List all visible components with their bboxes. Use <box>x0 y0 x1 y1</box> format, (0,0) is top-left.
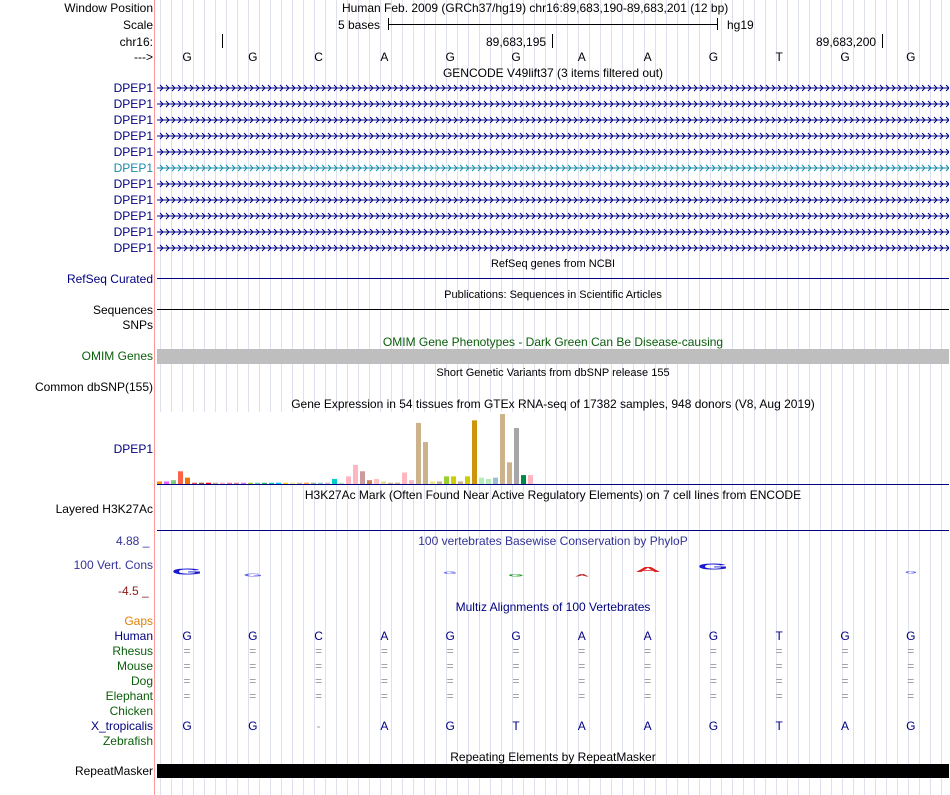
multiz-species-label[interactable]: Zebrafish <box>102 734 153 748</box>
multiz-aligned-base: = <box>380 689 388 703</box>
multiz-species-label[interactable]: Rhesus <box>112 644 153 658</box>
omim-track-label[interactable]: OMIM Genes <box>81 349 153 363</box>
multiz-aligned-base: G <box>182 719 192 733</box>
gtex-tissue-bar[interactable] <box>465 476 470 484</box>
position-tick <box>552 34 553 48</box>
gencode-transcript-label[interactable]: DPEP1 <box>113 113 153 127</box>
phylop-base-glyph: G <box>171 567 203 577</box>
gencode-track-title[interactable]: GENCODE V49lift37 (3 items filtered out) <box>442 66 664 80</box>
gtex-baseline <box>157 484 949 485</box>
gencode-transcript-feature[interactable] <box>157 211 949 221</box>
multiz-aligned-base: = <box>249 644 257 658</box>
multiz-aligned-base: = <box>446 689 454 703</box>
chrom-label: chr16: <box>119 35 153 49</box>
phylop-base-glyph: G <box>443 570 458 575</box>
base-letter: G <box>906 50 916 64</box>
multiz-aligned-base: = <box>775 644 783 658</box>
multiz-aligned-base: = <box>841 659 849 673</box>
gtex-tissue-bar[interactable] <box>423 442 428 484</box>
multiz-aligned-base: = <box>512 674 520 688</box>
gencode-transcript-feature[interactable] <box>157 99 949 109</box>
gtex-tissue-bar[interactable] <box>472 420 477 484</box>
gencode-transcript-feature[interactable] <box>157 131 949 141</box>
gtex-tissue-bar[interactable] <box>507 462 512 484</box>
multiz-aligned-base: = <box>907 644 915 658</box>
gtex-track-label[interactable]: DPEP1 <box>113 442 153 456</box>
assembly-position-text[interactable]: Human Feb. 2009 (GRCh37/hg19) chr16:89,683,190-89,683,201 (12 bp) <box>342 1 729 15</box>
dbsnp-track-title[interactable]: Short Genetic Variants from dbSNP release 155 <box>436 367 670 379</box>
phylop-base-glyph: G <box>904 571 917 575</box>
base-letter: G <box>708 50 719 64</box>
multiz-aligned-base: = <box>512 644 520 658</box>
gtex-expression-chart[interactable] <box>157 412 535 484</box>
multiz-aligned-base: G <box>248 629 258 643</box>
base-letter: G <box>840 50 850 64</box>
gtex-tissue-bar[interactable] <box>360 471 365 484</box>
multiz-species-label[interactable]: Dog <box>130 674 153 688</box>
multiz-aligned-base: = <box>841 674 849 688</box>
multiz-aligned-base: = <box>446 659 454 673</box>
multiz-aligned-base: = <box>775 674 783 688</box>
multiz-aligned-base: = <box>775 659 783 673</box>
multiz-aligned-base: = <box>709 659 717 673</box>
multiz-aligned-base: A <box>577 719 586 733</box>
multiz-aligned-base: = <box>315 659 323 673</box>
h3k27ac-baseline <box>157 530 949 531</box>
dbsnp-track-label[interactable]: Common dbSNP(155) <box>34 380 153 394</box>
gencode-transcript-feature[interactable] <box>157 243 949 253</box>
multiz-aligned-base: = <box>709 674 717 688</box>
multiz-aligned-base: = <box>907 659 915 673</box>
multiz-aligned-base: A <box>380 629 389 643</box>
multiz-aligned-base: G <box>445 629 455 643</box>
position-tick <box>222 34 223 48</box>
base-letter: G <box>248 50 258 64</box>
phylop-track-title[interactable]: 100 vertebrates Basewise Conservation by PhyloP <box>418 534 688 548</box>
gencode-transcript-label[interactable]: DPEP1 <box>113 177 153 191</box>
repeatmasker-bar[interactable] <box>157 764 949 778</box>
gencode-transcript-label[interactable]: DPEP1 <box>113 241 153 255</box>
base-letter: G <box>182 50 192 64</box>
base-letter: G <box>445 50 455 64</box>
multiz-aligned-base: = <box>578 659 586 673</box>
gtex-tissue-bar[interactable] <box>514 428 519 484</box>
multiz-aligned-base: = <box>907 674 915 688</box>
omim-gene-bar[interactable] <box>157 349 949 364</box>
phylop-base-glyph: G <box>243 572 263 578</box>
multiz-aligned-base: = <box>907 689 915 703</box>
pubs-snps-label[interactable]: SNPs <box>122 318 153 332</box>
multiz-aligned-base: A <box>643 629 652 643</box>
gencode-transcript-label[interactable]: DPEP1 <box>113 81 153 95</box>
multiz-aligned-base: A <box>840 719 849 733</box>
multiz-aligned-base: T <box>775 719 783 733</box>
multiz-aligned-base: G <box>708 629 719 643</box>
multiz-aligned-base: = <box>446 644 454 658</box>
gtex-track-title[interactable]: Gene Expression in 54 tissues from GTEx RNA-seq of 17382 samples, 948 donors (V8, Aug 2019) <box>291 397 815 411</box>
scale-bar-label: 5 bases <box>338 18 381 32</box>
scale-bar-right-cap <box>717 18 718 30</box>
h3k27ac-track-label[interactable]: Layered H3K27Ac <box>55 502 153 516</box>
scale-bar <box>388 24 718 25</box>
gencode-transcript-label[interactable]: DPEP1 <box>113 225 153 239</box>
repeatmasker-track-title[interactable]: Repeating Elements by RepeatMasker <box>450 750 656 764</box>
repeatmasker-track-label[interactable]: RepeatMasker <box>74 764 153 778</box>
base-letter: A <box>643 50 652 64</box>
multiz-aligned-base: = <box>183 644 191 658</box>
multiz-aligned-base: G <box>511 629 521 643</box>
multiz-aligned-base: = <box>644 674 652 688</box>
multiz-aligned-base: T <box>512 719 520 733</box>
multiz-aligned-base: = <box>446 674 454 688</box>
multiz-aligned-base: A <box>577 629 586 643</box>
gencode-transcript-label[interactable]: DPEP1 <box>113 209 153 223</box>
multiz-aligned-base: = <box>315 644 323 658</box>
multiz-aligned-base: = <box>775 689 783 703</box>
multiz-aligned-base: G <box>248 719 258 733</box>
multiz-aligned-base: G <box>906 719 916 733</box>
gencode-transcript-feature[interactable] <box>157 115 949 125</box>
multiz-aligned-base: = <box>578 689 586 703</box>
gtex-tissue-bar[interactable] <box>528 475 533 484</box>
gencode-transcript-label[interactable]: DPEP1 <box>113 97 153 111</box>
multiz-aligned-base: = <box>183 659 191 673</box>
gtex-tissue-bar[interactable] <box>521 475 526 484</box>
window-position-label: Window Position <box>64 1 153 15</box>
gencode-transcript-feature[interactable] <box>157 195 949 205</box>
multiz-aligned-base: = <box>841 644 849 658</box>
pubs-track-label[interactable]: Sequences <box>92 303 153 317</box>
multiz-track-title[interactable]: Multiz Alignments of 100 Vertebrates <box>455 600 651 614</box>
multiz-aligned-base: = <box>512 689 520 703</box>
multiz-gaps-label[interactable]: Gaps <box>124 614 153 628</box>
gtex-tissue-bar[interactable] <box>346 476 351 484</box>
scale-db-label: hg19 <box>727 18 754 32</box>
multiz-aligned-base: = <box>644 659 652 673</box>
base-letter: A <box>577 50 586 64</box>
multiz-aligned-base: = <box>380 659 388 673</box>
gencode-transcript-feature[interactable] <box>157 179 949 189</box>
multiz-aligned-base: = <box>380 644 388 658</box>
base-letter: G <box>511 50 521 64</box>
multiz-aligned-base: = <box>841 689 849 703</box>
phylop-min-value: -4.5 _ <box>118 584 149 598</box>
gencode-transcript-feature[interactable] <box>157 227 949 237</box>
multiz-aligned-base: G <box>906 629 916 643</box>
pubs-track-title[interactable]: Publications: Sequences in Scientific Articles <box>444 289 662 301</box>
gtex-tissue-bar[interactable] <box>178 471 183 484</box>
base-letter: A <box>380 50 389 64</box>
position-tick-label-1: 89,683,195 <box>486 35 547 49</box>
multiz-aligned-base: A <box>643 719 652 733</box>
gencode-transcript-label[interactable]: DPEP1 <box>113 145 153 159</box>
multiz-aligned-base: = <box>709 689 717 703</box>
multiz-aligned-base: T <box>775 629 783 643</box>
strand-label: ---> <box>134 50 153 64</box>
gencode-transcript-label[interactable]: DPEP1 <box>113 193 153 207</box>
multiz-aligned-base: = <box>249 674 257 688</box>
multiz-aligned-base: = <box>512 659 520 673</box>
phylop-base-glyph: A <box>574 572 589 578</box>
base-letter: T <box>775 50 783 64</box>
gtex-tissue-bar[interactable] <box>416 423 421 484</box>
position-tick-label-2: 89,683,200 <box>816 35 877 49</box>
phylop-base-glyph: G <box>697 562 729 572</box>
multiz-aligned-base: = <box>380 674 388 688</box>
h3k27ac-track-title[interactable]: H3K27Ac Mark (Often Found Near Active Regulatory Elements) on 7 cell lines from ENCODE <box>304 488 802 502</box>
multiz-species-label[interactable]: Elephant <box>105 689 153 703</box>
scale-bar-left-cap <box>388 18 389 30</box>
multiz-species-label[interactable]: Chicken <box>109 704 153 718</box>
gencode-transcript-label[interactable]: DPEP1 <box>113 161 153 175</box>
gencode-transcript-feature[interactable] <box>157 83 949 93</box>
multiz-aligned-base: = <box>315 674 323 688</box>
phylop-base-glyph: G <box>508 572 524 578</box>
label-divider <box>154 0 155 795</box>
base-letter: C <box>314 50 323 64</box>
multiz-aligned-base: C <box>314 629 323 643</box>
multiz-species-label[interactable]: Mouse <box>116 659 153 673</box>
multiz-aligned-base: A <box>380 719 389 733</box>
position-tick <box>882 34 883 48</box>
multiz-aligned-base: = <box>578 674 586 688</box>
phylop-max-value: 4.88 _ <box>116 534 150 548</box>
phylop-base-glyph: A <box>634 565 661 574</box>
scale-label: Scale <box>122 18 153 32</box>
refseq-track-label[interactable]: RefSeq Curated <box>66 272 153 286</box>
multiz-aligned-base: = <box>315 689 323 703</box>
multiz-aligned-base: G <box>182 629 192 643</box>
multiz-aligned-base: = <box>183 689 191 703</box>
gencode-transcript-feature[interactable] <box>157 163 949 173</box>
gtex-tissue-bar[interactable] <box>402 473 407 484</box>
omim-track-title[interactable]: OMIM Gene Phenotypes - Dark Green Can Be Disease-causing <box>382 335 724 349</box>
multiz-aligned-base: G <box>708 719 719 733</box>
gencode-transcript-feature[interactable] <box>157 147 949 157</box>
multiz-aligned-base: = <box>578 644 586 658</box>
refseq-track-title[interactable]: RefSeq genes from NCBI <box>490 258 616 270</box>
multiz-aligned-base: = <box>644 689 652 703</box>
gtex-tissue-bar[interactable] <box>353 465 358 484</box>
pubs-track-line <box>157 309 949 310</box>
gtex-tissue-bar[interactable] <box>451 476 456 484</box>
multiz-species-label[interactable]: X_tropicalis <box>90 719 153 733</box>
multiz-species-label[interactable]: Human <box>114 629 153 643</box>
multiz-aligned-base: = <box>183 674 191 688</box>
multiz-aligned-base: = <box>644 644 652 658</box>
multiz-aligned-base: = <box>249 689 257 703</box>
refseq-track-line <box>157 278 949 279</box>
multiz-aligned-base: = <box>249 659 257 673</box>
gtex-tissue-bar[interactable] <box>444 476 449 484</box>
gencode-transcript-label[interactable]: DPEP1 <box>113 129 153 143</box>
multiz-aligned-base: G <box>445 719 455 733</box>
multiz-aligned-base: - <box>316 719 321 733</box>
multiz-aligned-base: = <box>709 644 717 658</box>
phylop-track-label[interactable]: 100 Vert. Cons <box>73 558 153 572</box>
gtex-tissue-bar[interactable] <box>500 414 505 484</box>
multiz-aligned-base: G <box>840 629 850 643</box>
